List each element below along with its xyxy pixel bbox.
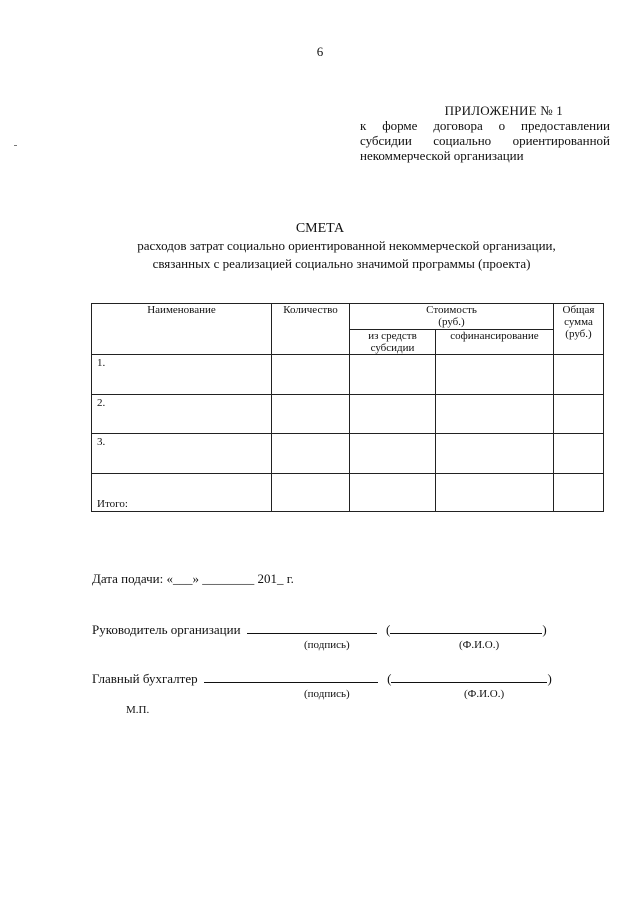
accountant-fio-hint: (Ф.И.О.) [464,688,505,700]
head-label: Руководитель организации [92,622,241,637]
cell-subsidy [350,434,436,474]
accountant-fio-line [391,682,547,683]
appendix-header [360,103,610,163]
open-paren: ( [386,622,391,637]
head-signature-row [92,622,547,638]
table-row [92,395,604,434]
accountant-signature-line [204,682,378,683]
cell-quantity [272,434,350,474]
row-label: 2. [92,395,272,434]
appendix-line: некоммерческой организации [360,148,524,163]
head-signature-line [247,633,377,634]
open-paren: ( [387,671,392,686]
header-name: Наименование [92,304,272,355]
estimate-table [91,303,604,512]
total-label: Итого: [92,474,272,512]
header-cost-subsidy: из средств субсидии [350,330,436,355]
header-cost: Стоимость (руб.) [350,304,554,330]
cell-subsidy [350,395,436,434]
cell-quantity [272,355,350,395]
estimate-subtitle-line1: расходов затрат социально ориентированной некоммерческой организации, [137,238,556,253]
header-cost-cofinancing: софинансирование [436,330,554,355]
cell-total [554,474,604,512]
table-row [92,434,604,474]
cell-subsidy [350,355,436,395]
cell-total [554,355,604,395]
cell-quantity [272,474,350,512]
cell-subsidy [350,474,436,512]
accountant-label: Главный бухгалтер [92,671,198,686]
cell-cofinancing [436,434,554,474]
appendix-line: субсидии социально ориентированной [360,133,610,148]
close-paren: ) [547,671,552,686]
stamp-placeholder: М.П. [126,704,150,716]
estimate-subtitle-line2: связанных с реализацией социально значимой программы (проекта) [152,256,531,271]
scan-mark [14,145,17,146]
row-label: 3. [92,434,272,474]
table-row-total [92,474,604,512]
appendix-title: ПРИЛОЖЕНИЕ № 1 [444,103,563,118]
cell-cofinancing [436,355,554,395]
cell-total [554,434,604,474]
cell-total [554,395,604,434]
accountant-signature-hint: (подпись) [304,688,350,700]
estimate-title: СМЕТА [295,221,345,236]
head-fio-hint: (Ф.И.О.) [459,639,500,651]
cell-quantity [272,395,350,434]
appendix-line: к форме договора о предоставлении [360,118,610,133]
head-fio-line [390,633,542,634]
page-number: 6 [316,44,324,59]
close-paren: ) [542,622,547,637]
header-total: Общая сумма (руб.) [554,304,604,355]
submission-date: Дата подачи: «___» ________ 201_ г. [92,571,294,586]
accountant-signature-row [92,671,552,687]
header-quantity: Количество [272,304,350,355]
head-signature-hint: (подпись) [304,639,350,651]
table-row [92,355,604,395]
row-label: 1. [92,355,272,395]
cell-cofinancing [436,474,554,512]
cell-cofinancing [436,395,554,434]
